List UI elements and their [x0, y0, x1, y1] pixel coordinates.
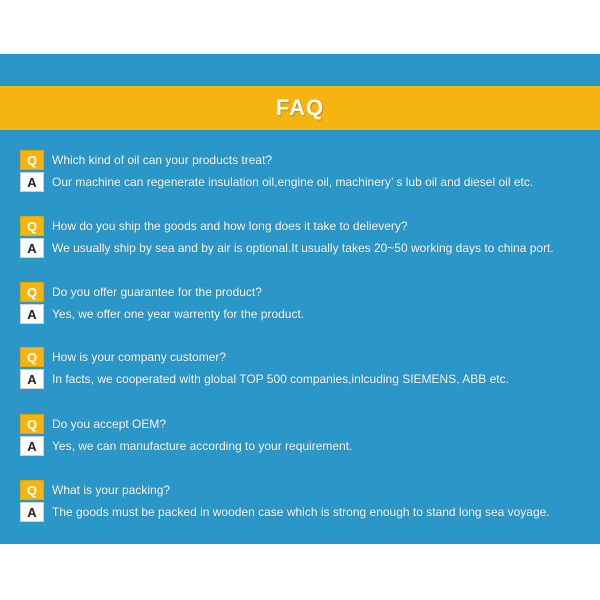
answer-badge: A	[20, 238, 44, 258]
answer-text: Yes, we can manufacture according to your requirement.	[52, 439, 353, 453]
question-badge: Q	[20, 150, 44, 170]
question-text: How is your company customer?	[52, 350, 227, 364]
question-badge: Q	[20, 282, 44, 302]
answer-badge: A	[20, 369, 44, 389]
question-row	[20, 480, 170, 500]
question-text: What is your packing?	[52, 483, 171, 497]
answer-row	[20, 304, 304, 324]
question-badge: Q	[20, 216, 44, 236]
answer-text: In facts, we cooperated with global TOP 500 companies,inlcuding SIEMENS, ABB etc.	[52, 372, 509, 386]
answer-text: Yes, we offer one year warrenty for the product.	[52, 307, 305, 321]
faq-item	[20, 480, 595, 524]
answer-text: We usually ship by sea and by air is optional.It usually takes 20~50 working days to china port.	[52, 241, 554, 255]
answer-row	[20, 369, 509, 389]
question-badge: Q	[20, 414, 44, 434]
answer-badge: A	[20, 172, 44, 192]
faq-title: FAQ	[275, 95, 325, 120]
question-row	[20, 282, 262, 302]
answer-row	[20, 172, 533, 192]
faq-item	[20, 216, 595, 260]
question-row	[20, 216, 408, 236]
answer-row	[20, 502, 550, 522]
question-row	[20, 414, 166, 434]
answer-badge: A	[20, 304, 44, 324]
answer-badge: A	[20, 436, 44, 456]
question-text: Do you accept OEM?	[52, 417, 167, 431]
faq-banner	[0, 86, 600, 130]
answer-text: Our machine can regenerate insulation oil,engine oil, machinery’ s lub oil and diesel oil etc.	[52, 175, 534, 189]
faq-item	[20, 347, 595, 391]
question-badge: Q	[20, 480, 44, 500]
faq-item	[20, 414, 595, 458]
answer-badge: A	[20, 502, 44, 522]
faq-item	[20, 150, 595, 194]
question-row	[20, 347, 226, 367]
question-text: Do you offer guarantee for the product?	[52, 285, 262, 299]
question-text: How do you ship the goods and how long does it take to delievery?	[52, 219, 408, 233]
question-badge: Q	[20, 347, 44, 367]
answer-text: The goods must be packed in wooden case which is strong enough to stand long sea voyage.	[52, 505, 550, 519]
question-text: Which kind of oil can your products treat?	[52, 153, 273, 167]
answer-row	[20, 238, 554, 258]
faq-item	[20, 282, 595, 326]
question-row	[20, 150, 272, 170]
answer-row	[20, 436, 352, 456]
